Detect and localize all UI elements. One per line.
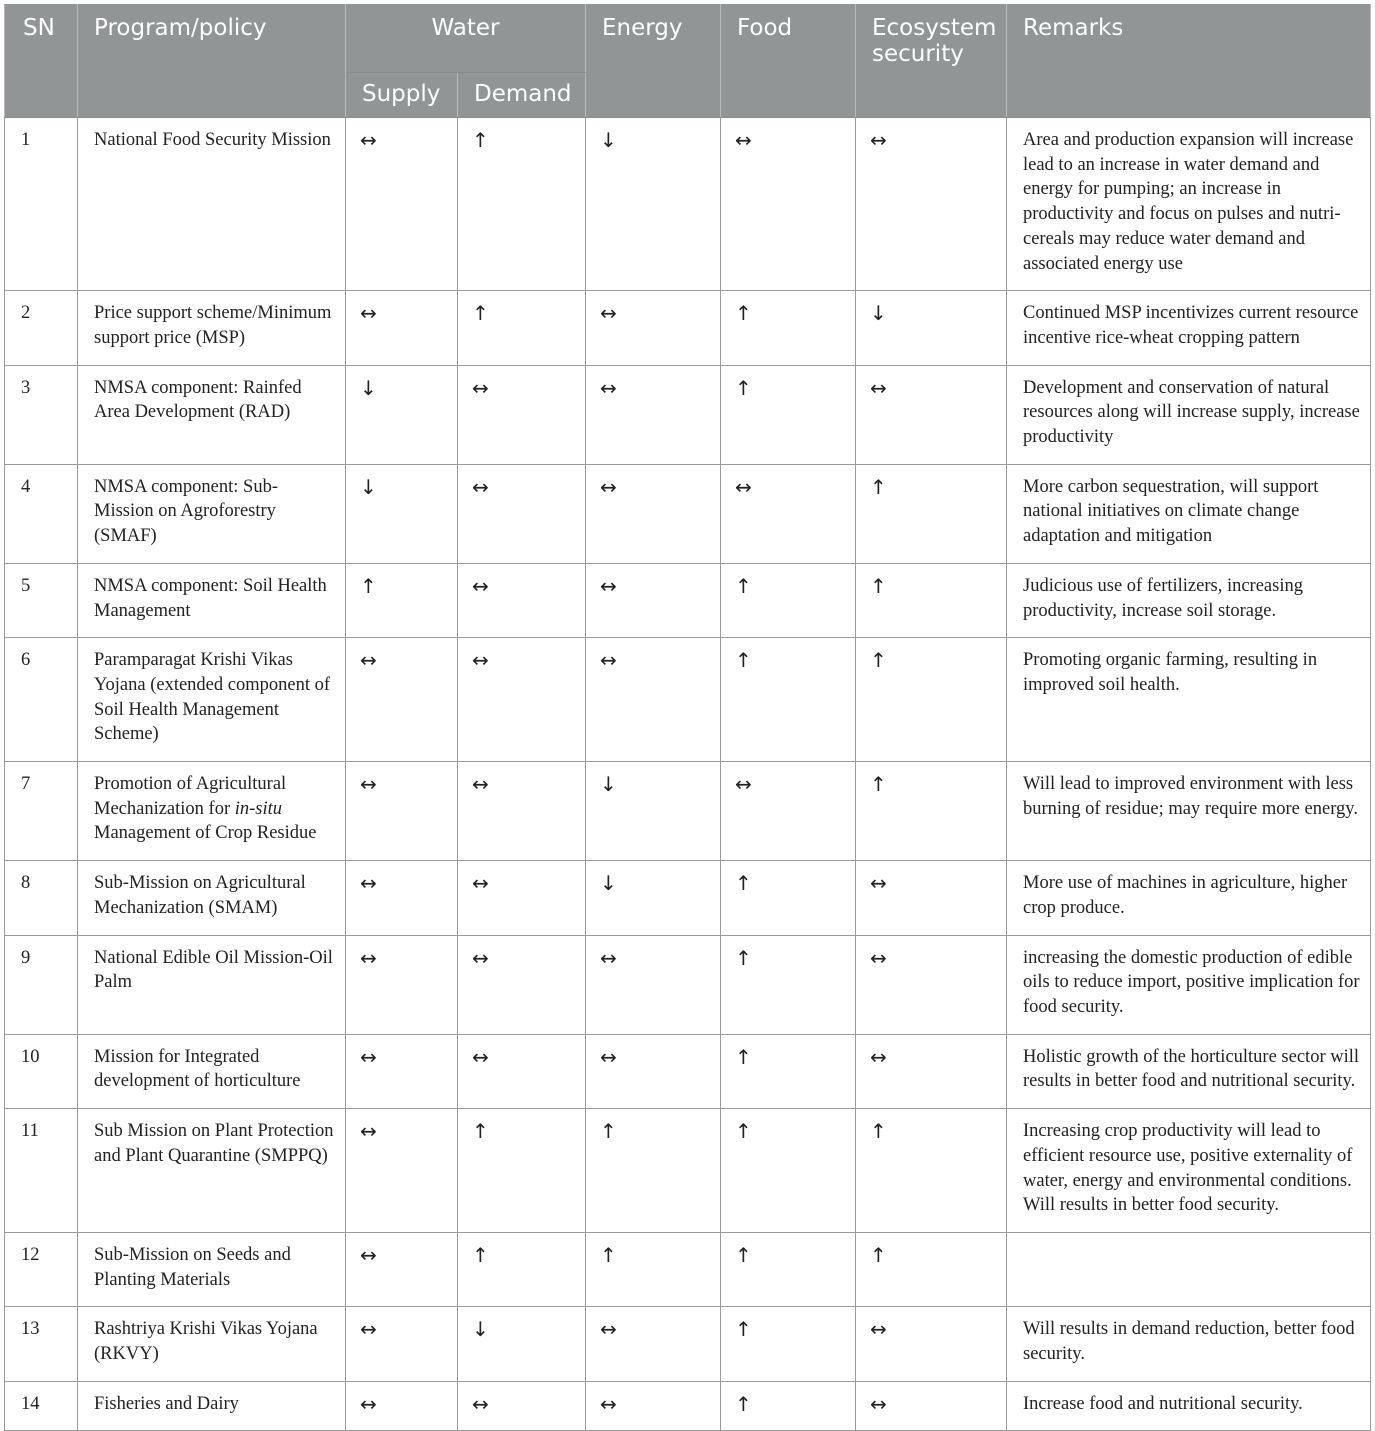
cell-energy: ↑ <box>586 1109 721 1233</box>
header-sn: SN <box>5 5 78 118</box>
cell-food: ↑ <box>721 638 856 762</box>
cell-food: ↑ <box>721 1034 856 1108</box>
cell-ecosystem: ↔ <box>856 1381 1007 1431</box>
cell-program: National Food Security Mission <box>78 118 346 291</box>
table-body <box>5 118 1371 1431</box>
cell-supply: ↔ <box>346 1307 458 1381</box>
cell-sn: 12 <box>5 1232 78 1306</box>
table-row <box>5 1307 1371 1381</box>
cell-food: ↑ <box>721 935 856 1034</box>
cell-demand: ↓ <box>458 1307 586 1381</box>
cell-sn: 10 <box>5 1034 78 1108</box>
table-row <box>5 291 1371 365</box>
cell-ecosystem: ↔ <box>856 935 1007 1034</box>
table-header <box>5 5 1371 118</box>
header-remarks: Remarks <box>1007 5 1371 118</box>
cell-demand: ↔ <box>458 464 586 563</box>
table-row <box>5 1232 1371 1306</box>
cell-sn: 2 <box>5 291 78 365</box>
header-water: Water <box>346 5 586 73</box>
cell-remarks: Increasing crop productivity will lead to efficient resource use, positive externality of water, energy and environmental conditions. Will results in better food security. <box>1007 1109 1371 1233</box>
cell-supply: ↔ <box>346 1109 458 1233</box>
cell-demand: ↔ <box>458 1381 586 1431</box>
program-text-post: Management of Crop Residue <box>94 823 317 844</box>
table-row <box>5 118 1371 291</box>
cell-remarks: increasing the domestic production of edible oils to reduce import, positive implication for food security. <box>1007 935 1371 1034</box>
policy-impact-table <box>4 4 1371 1431</box>
cell-remarks: Will results in demand reduction, better food security. <box>1007 1307 1371 1381</box>
cell-supply: ↔ <box>346 935 458 1034</box>
table-row <box>5 563 1371 637</box>
cell-ecosystem: ↑ <box>856 1232 1007 1306</box>
cell-ecosystem: ↑ <box>856 1109 1007 1233</box>
cell-demand: ↑ <box>458 1232 586 1306</box>
cell-food: ↔ <box>721 118 856 291</box>
cell-supply: ↔ <box>346 638 458 762</box>
table-row <box>5 365 1371 464</box>
cell-program: National Edible Oil Mission-Oil Palm <box>78 935 346 1034</box>
cell-sn: 4 <box>5 464 78 563</box>
cell-remarks: Continued MSP incentivizes current resource incentive rice-wheat cropping pattern <box>1007 291 1371 365</box>
cell-ecosystem: ↔ <box>856 1307 1007 1381</box>
cell-supply: ↓ <box>346 365 458 464</box>
cell-program: Fisheries and Dairy <box>78 1381 346 1431</box>
cell-demand: ↔ <box>458 935 586 1034</box>
cell-program: Sub-Mission on Seeds and Planting Materials <box>78 1232 346 1306</box>
cell-ecosystem: ↑ <box>856 638 1007 762</box>
cell-food: ↔ <box>721 464 856 563</box>
table-row <box>5 935 1371 1034</box>
cell-energy: ↔ <box>586 1034 721 1108</box>
cell-program: NMSA component: Soil Health Management <box>78 563 346 637</box>
cell-program: Rashtriya Krishi Vikas Yojana (RKVY) <box>78 1307 346 1381</box>
cell-demand: ↑ <box>458 1109 586 1233</box>
cell-remarks: Promoting organic farming, resulting in improved soil health. <box>1007 638 1371 762</box>
cell-demand: ↑ <box>458 291 586 365</box>
cell-supply: ↔ <box>346 861 458 935</box>
cell-ecosystem: ↔ <box>856 365 1007 464</box>
cell-demand: ↔ <box>458 1034 586 1108</box>
cell-food: ↑ <box>721 563 856 637</box>
cell-ecosystem: ↑ <box>856 762 1007 861</box>
cell-sn: 7 <box>5 762 78 861</box>
cell-energy: ↓ <box>586 118 721 291</box>
cell-sn: 11 <box>5 1109 78 1233</box>
table-row <box>5 638 1371 762</box>
program-text-pre: Promotion of Agricultural Mechanization for <box>94 774 287 819</box>
cell-food: ↑ <box>721 1307 856 1381</box>
cell-demand: ↑ <box>458 118 586 291</box>
cell-energy: ↔ <box>586 1307 721 1381</box>
cell-demand: ↔ <box>458 563 586 637</box>
cell-program: Sub Mission on Plant Protection and Plant Quarantine (SMPPQ) <box>78 1109 346 1233</box>
cell-energy: ↔ <box>586 291 721 365</box>
cell-demand: ↔ <box>458 861 586 935</box>
cell-energy: ↔ <box>586 638 721 762</box>
cell-demand: ↔ <box>458 638 586 762</box>
cell-ecosystem: ↔ <box>856 1034 1007 1108</box>
cell-ecosystem: ↑ <box>856 464 1007 563</box>
header-program: Program/policy <box>78 5 346 118</box>
cell-energy: ↔ <box>586 464 721 563</box>
cell-program <box>78 762 346 861</box>
cell-sn: 3 <box>5 365 78 464</box>
cell-program: Price support scheme/Minimum support price (MSP) <box>78 291 346 365</box>
cell-energy: ↔ <box>586 563 721 637</box>
cell-remarks: Will lead to improved environment with less burning of residue; may require more energy. <box>1007 762 1371 861</box>
cell-sn: 13 <box>5 1307 78 1381</box>
cell-sn: 1 <box>5 118 78 291</box>
cell-supply: ↔ <box>346 762 458 861</box>
cell-energy: ↔ <box>586 935 721 1034</box>
cell-energy: ↓ <box>586 762 721 861</box>
cell-remarks: Increase food and nutritional security. <box>1007 1381 1371 1431</box>
header-demand: Demand <box>458 73 586 118</box>
cell-energy: ↔ <box>586 1381 721 1431</box>
cell-food: ↑ <box>721 365 856 464</box>
cell-program: Paramparagat Krishi Vikas Yojana (extended component of Soil Health Management Scheme) <box>78 638 346 762</box>
cell-food: ↑ <box>721 1232 856 1306</box>
cell-demand: ↔ <box>458 762 586 861</box>
program-text-italic: in-situ <box>234 798 283 819</box>
header-energy: Energy <box>586 5 721 118</box>
cell-sn: 6 <box>5 638 78 762</box>
cell-ecosystem: ↔ <box>856 118 1007 291</box>
cell-program: NMSA component: Rainfed Area Development (RAD) <box>78 365 346 464</box>
table-row <box>5 1034 1371 1108</box>
cell-remarks: Holistic growth of the horticulture sector will results in better food and nutritional security. <box>1007 1034 1371 1108</box>
cell-sn: 14 <box>5 1381 78 1431</box>
cell-supply: ↔ <box>346 291 458 365</box>
cell-supply: ↔ <box>346 1034 458 1108</box>
cell-ecosystem: ↑ <box>856 563 1007 637</box>
cell-supply: ↔ <box>346 1381 458 1431</box>
table-row <box>5 1381 1371 1431</box>
header-ecosystem: Ecosystem security <box>856 5 1007 118</box>
cell-energy: ↓ <box>586 861 721 935</box>
cell-remarks: Judicious use of fertilizers, increasing productivity, increase soil storage. <box>1007 563 1371 637</box>
cell-program: NMSA component: Sub-Mission on Agroforestry (SMAF) <box>78 464 346 563</box>
cell-sn: 9 <box>5 935 78 1034</box>
cell-remarks <box>1007 1232 1371 1306</box>
cell-food: ↔ <box>721 762 856 861</box>
cell-remarks: Area and production expansion will increase lead to an increase in water demand and energy for pumping; an increase in productivity and focus on pulses and nutri- cereals may reduce water demand and associated energy use <box>1007 118 1371 291</box>
cell-program: Mission for Integrated development of horticulture <box>78 1034 346 1108</box>
cell-supply: ↓ <box>346 464 458 563</box>
cell-food: ↑ <box>721 1381 856 1431</box>
cell-demand: ↔ <box>458 365 586 464</box>
cell-ecosystem: ↔ <box>856 861 1007 935</box>
table-row <box>5 464 1371 563</box>
header-food: Food <box>721 5 856 118</box>
cell-energy: ↔ <box>586 365 721 464</box>
cell-energy: ↑ <box>586 1232 721 1306</box>
cell-program: Sub-Mission on Agricultural Mechanization (SMAM) <box>78 861 346 935</box>
cell-sn: 5 <box>5 563 78 637</box>
policy-table-container <box>4 4 1370 1431</box>
cell-sn: 8 <box>5 861 78 935</box>
cell-supply: ↔ <box>346 118 458 291</box>
table-row <box>5 861 1371 935</box>
cell-food: ↑ <box>721 291 856 365</box>
cell-remarks: Development and conservation of natural resources along will increase supply, increase productivity <box>1007 365 1371 464</box>
cell-remarks: More carbon sequestration, will support national initiatives on climate change adaptation and mitigation <box>1007 464 1371 563</box>
cell-remarks: More use of machines in agriculture, higher crop produce. <box>1007 861 1371 935</box>
cell-food: ↑ <box>721 861 856 935</box>
table-row <box>5 1109 1371 1233</box>
cell-supply: ↔ <box>346 1232 458 1306</box>
table-row <box>5 762 1371 861</box>
cell-food: ↑ <box>721 1109 856 1233</box>
cell-supply: ↑ <box>346 563 458 637</box>
header-supply: Supply <box>346 73 458 118</box>
cell-ecosystem: ↓ <box>856 291 1007 365</box>
